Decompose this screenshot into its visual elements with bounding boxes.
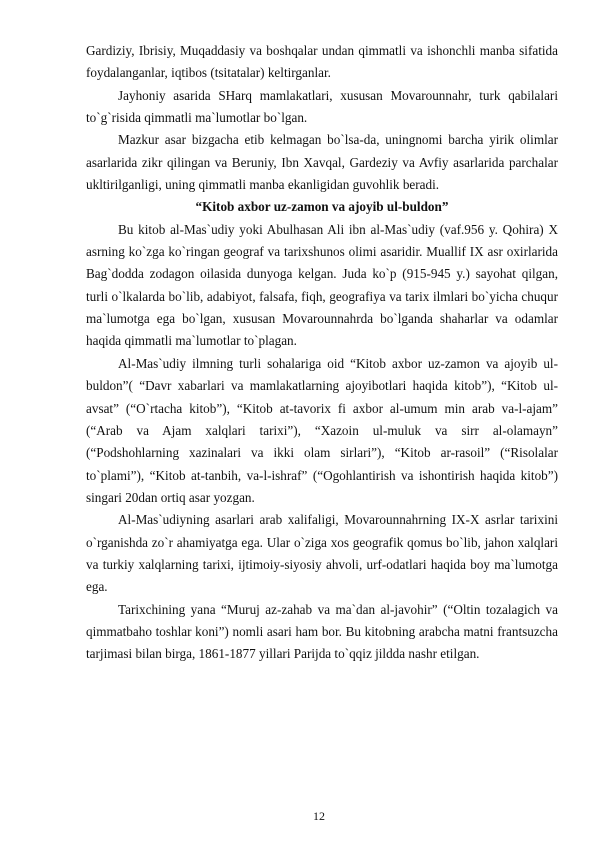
- paragraph-masudiy-bio: Bu kitob al-Mas`udiy yoki Abulhasan Ali ibn al-Mas`udiy (vaf.956 y. Qohira) X asrning ko`zga ko`ringan geograf va tarixshunos olimi asaridir. Muallif IX asr oxirlarida Bag`dodda zodagon oilasida dunyoga kelgan. Juda ko`p (915-945 y.) sayohat qilgan, turli o`lkalarda bo`lib, adabiyot, falsafa, fiqh, geografiya va tarix ilmlari bo`yicha chuqur ma`lumotga ega bo`lgan, xususan Movarounnahrda bo`lganda shaharlar va odamlar haqida qimmatli ma`lumotlar to`plagan.: [86, 221, 558, 349]
- document-page: [86, 40, 558, 666]
- paragraph-mazkur-asar: Mazkur asar bizgacha etib kelmagan bo`lsa-da, uningnomi barcha yirik olimlar asarlarida zikr qilingan va Beruniy, Ibn Xavqal, Gardeziy va Avfiy asarlarida parchalar ukltirilganligi, uning qimmatli manba ekanligidan guvohlik beradi.: [86, 132, 558, 193]
- paragraph-continuation: Gardiziy, Ibrisiy, Muqaddasiy va boshqalar undan qimmatli va ishonchli manba sifatida foydalanganlar, iqtibos (tsitatalar) keltirganlar.: [86, 43, 558, 81]
- paragraph-masudiy-significance: Al-Mas`udiyning asarlari arab xalifaligi, Movarounnahrning IX-X asrlar tarixini o`rganishda zo`r ahamiyatga ega. Ular o`ziga xos geografik qomus bo`lib, jahon xalqlari va turkiy xalqlarning tarixi, ijtimoiy-siyosiy ahvoli, urf-odatlari haqida boy ma`lumotga ega.: [86, 512, 558, 595]
- paragraph-masudiy-works: Al-Mas`udiy ilmning turli sohalariga oid “Kitob axbor uz-zamon va ajoyib ul-buldon”( “Davr xabarlari va mamlakatlarning ajoyibotlari haqida kitob”), “Kitob ul-avsat” (“O`rtacha kitob”), “Kitob at-tavorix fi axbor al-umum min arab va-l-ajam” (“Arab va Ajam xalqlari tarixi”), “Xazoin ul-muluk va sirr al-olamayn” (“Podshohlarning xazinalari va ikki olam sirlari”), “Kitob ar-rasoil” (“Risolalar to`plami”), “Kitob at-tanbih, va-l-ishraf” (“Ogohlantirish va ishontirish haqida kitob”) singari 20dan ortiq asar yozgan.: [86, 355, 558, 505]
- page-number: 12: [313, 809, 325, 823]
- paragraph-jayhoniy: Jayhoniy asarida SHarq mamlakatlari, xususan Movarounnahr, turk qabilalari to`g`risida qimmatli ma`lumotlar bo`lgan.: [86, 87, 558, 126]
- section-heading: “Kitob axbor uz-zamon va ajoyib ul-buldon”: [195, 199, 449, 215]
- paragraph-muruj-az-zahab: Tarixchining yana “Muruj az-zahab va ma`dan al-javohir” (“Oltin tozalagich va qimmatbaho toshlar koni”) nomli asari ham bor. Bu kitobning arabcha matni frantsuzcha tarjimasi bilan birga, 1861-1877 yillari Parijda to`qqiz jildda nashr etilgan.: [86, 601, 558, 662]
